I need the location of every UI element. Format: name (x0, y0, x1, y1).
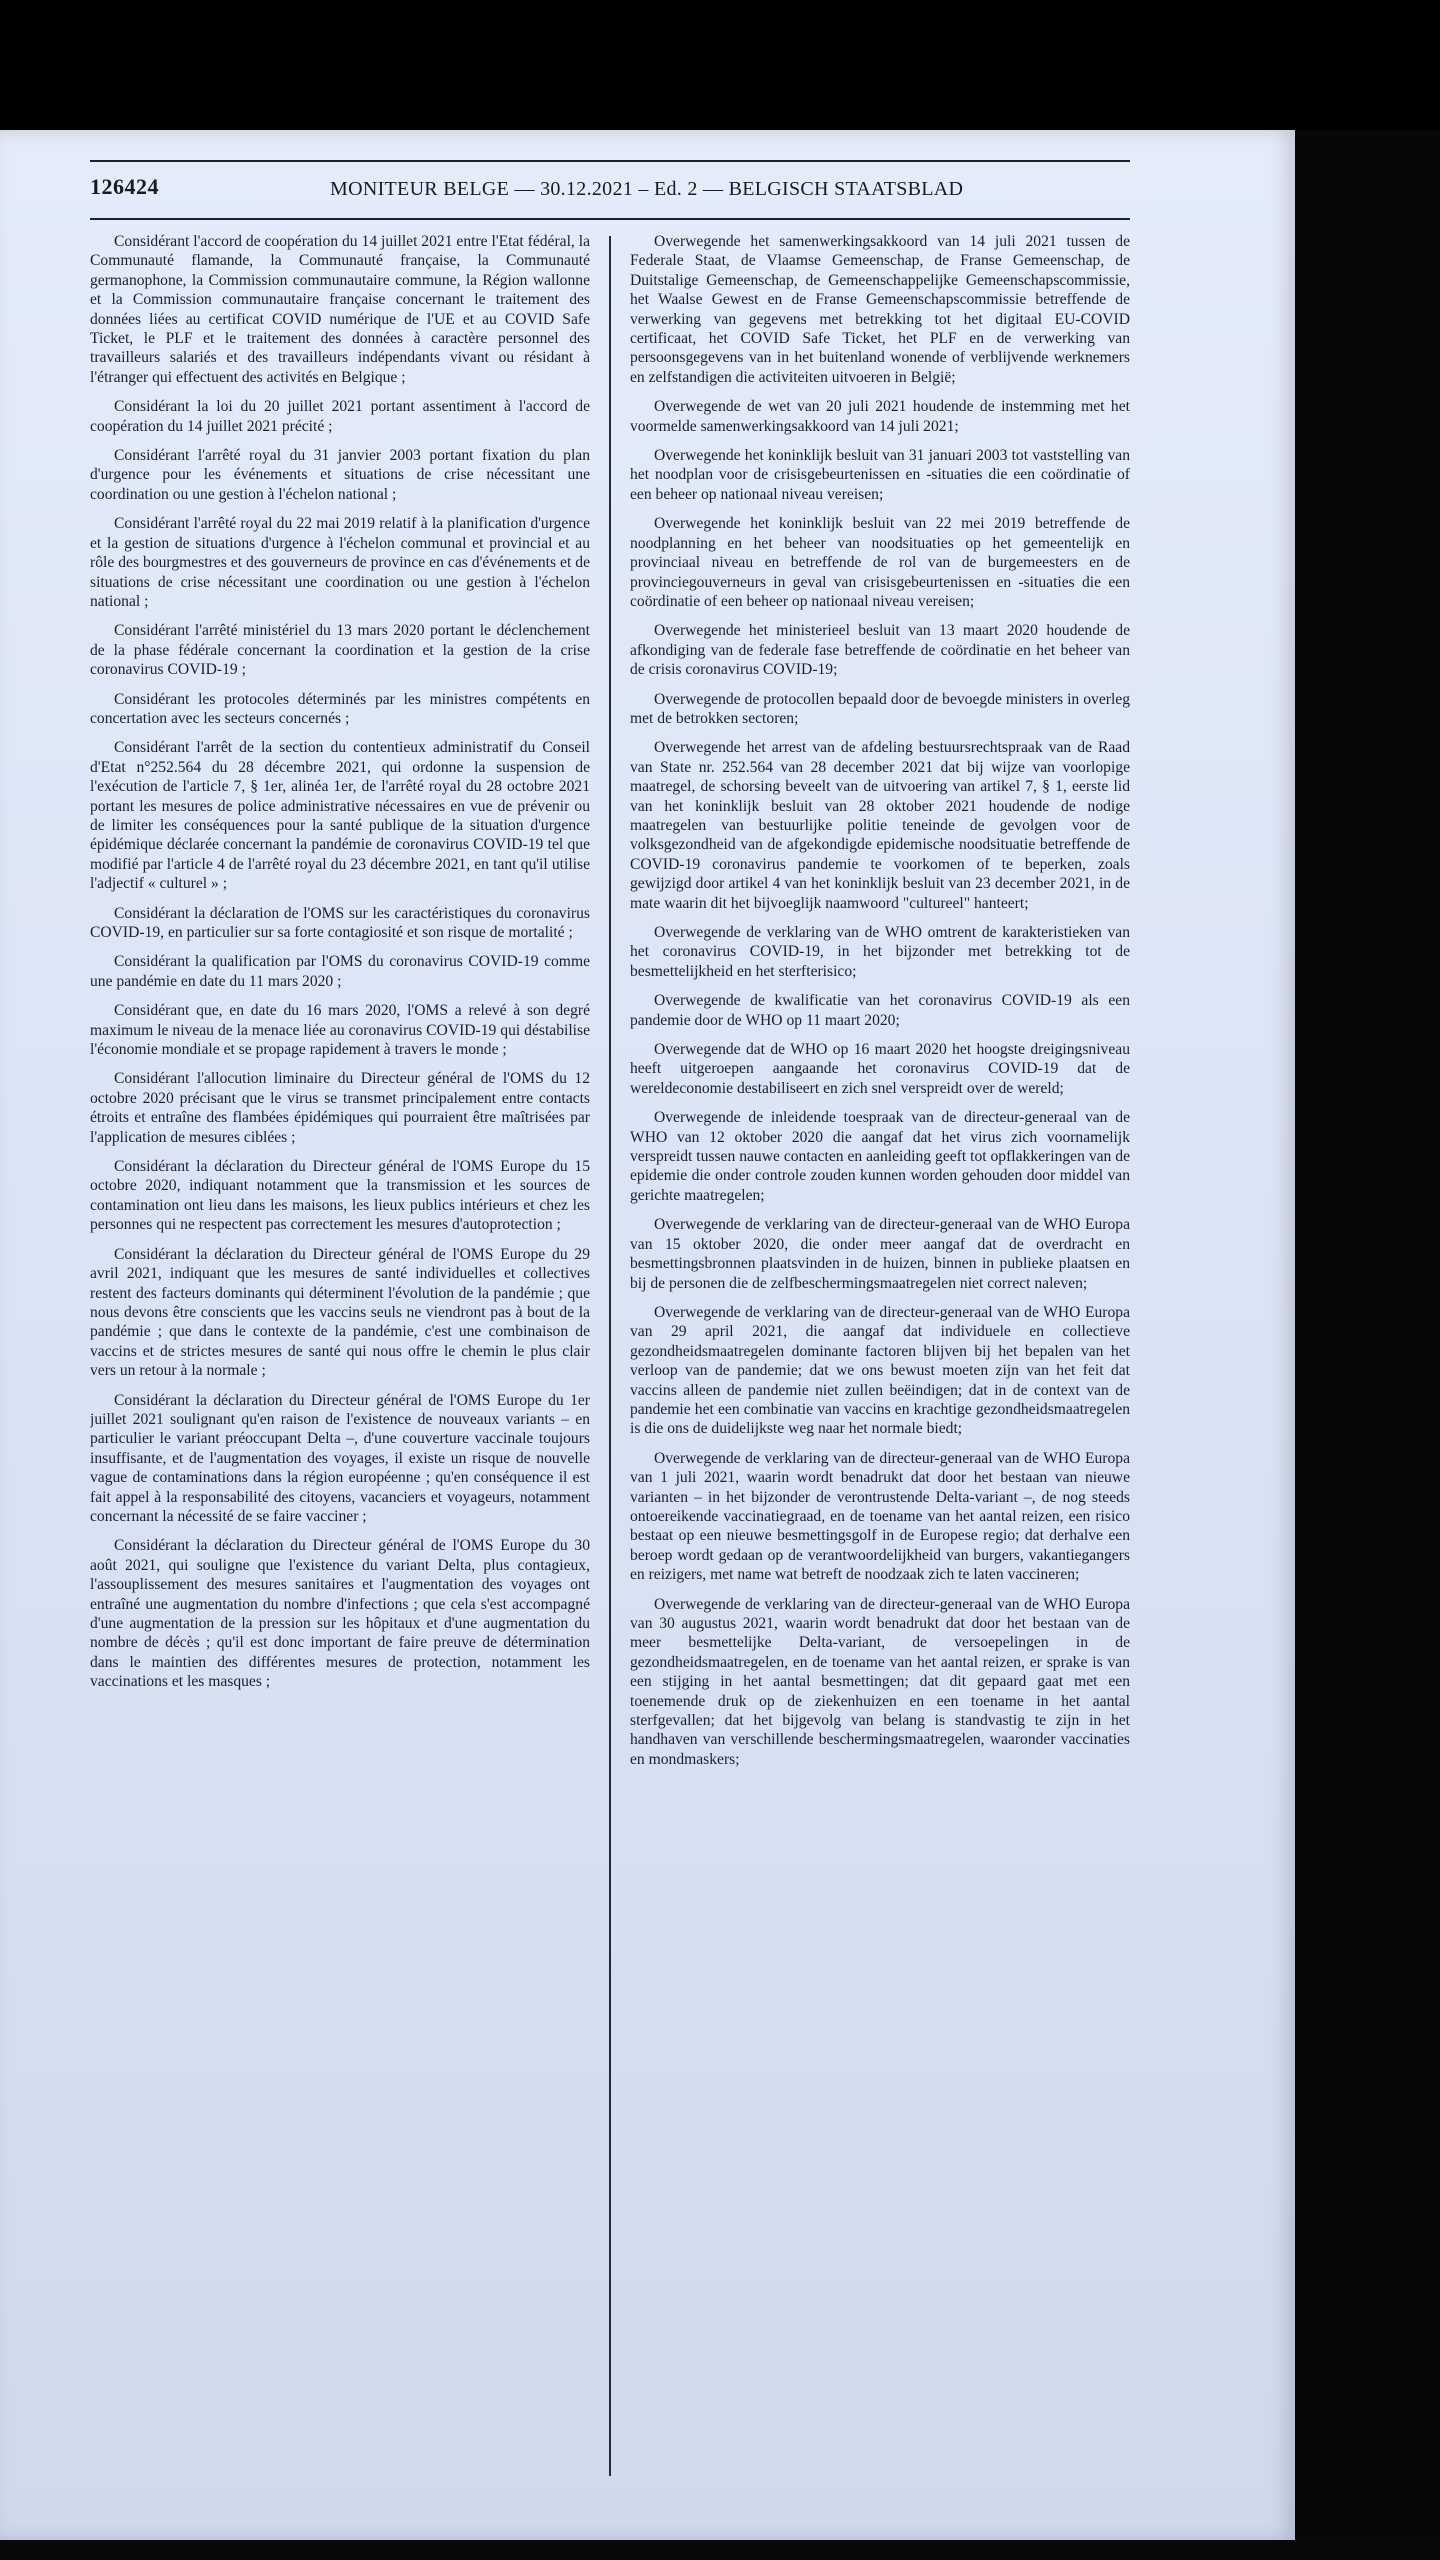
fr-paragraph: Considérant la déclaration du Directeur général de l'OMS Europe du 1er juillet 2021 soulignant qu'en raison de l'existence de nouveaux variants – en particulier le variant préoccupant Delta –, d'une couverture vaccinale toujours insuffisante, et de l'augmentation des voyages, il existe un risque de nouvelle vague de contaminations dans la région européenne ; qu'en conséquence il est fait appel à la responsabilité des citoyens, vacanciers et voyageurs, notamment concernant la nécessité de se faire vacciner ; (90, 1391, 590, 1525)
column-divider (609, 236, 611, 2476)
fr-paragraph: Considérant la déclaration de l'OMS sur les caractéristiques du coronavirus COVID-19, en particulier sur sa forte contagiosité et son risque de mortalité ; (90, 904, 590, 941)
fr-paragraph: Considérant l'arrêté royal du 31 janvier 2003 portant fixation du plan d'urgence pour les événements et situations de crise nécessitant une coordination ou une gestion à l'échelon national ; (90, 447, 590, 503)
nl-paragraph: Overwegende het samenwerkingsakkoord van 14 juli 2021 tussen de Federale Staat, de Vlaamse Gemeenschap, de Franse Gemeenschap, de Duitstalige Gemeenschap, de Gemeenschappelijke Gemeenschapscommissie, het Waalse Gewest en de Franse Gemeenschapscommissie betreffende de verwerking van gegevens met betrekking tot het digitaal EU-COVID certificaat, het COVID Safe Ticket, het PLF en de verwerking van persoonsgegevens van in het buitenland wonende of verblijvende werknemers en zelfstandigen die activiteiten uitvoeren in België; (630, 233, 1130, 386)
fr-paragraph: Considérant l'arrêté ministériel du 13 mars 2020 portant le déclenchement de la phase fédérale concernant la coordination et la gestion de la crise coronavirus COVID-19 ; (90, 622, 590, 679)
nl-paragraph: Overwegende de verklaring van de WHO omtrent de karakteristieken van het coronavirus COVID-19, in het bijzonder met betrekking tot de besmettelijkheid en het sterfterisico; (630, 924, 1130, 980)
dutch-column (630, 232, 1130, 2482)
fr-paragraph: Considérant la déclaration du Directeur général de l'OMS Europe du 15 octobre 2020, indiquant notamment que la transmission et les sources de contamination ont lieu dans les maisons, les lieux publics intérieurs et chez les personnes qui ne respectent pas correctement les mesures d'autoprotection ; (90, 1158, 590, 1234)
text-columns (90, 232, 1130, 2482)
nl-paragraph: Overwegende de inleidende toespraak van de directeur-generaal van de WHO van 12 oktober 2020 die aangaf dat het virus zich voornamelijk verspreidt tussen nauwe contacten en aanleiding geeft tot opflakkeringen van de epidemie die onder controle zouden kunnen worden gehouden door middel van gerichte maatregelen; (630, 1109, 1130, 1204)
page-header-title: MONITEUR BELGE — 30.12.2021 – Ed. 2 — BELGISCH STAATSBLAD (330, 178, 964, 200)
bottom-dark-background (0, 2540, 1440, 2560)
nl-paragraph: Overwegende het koninklijk besluit van 31 januari 2003 tot vaststelling van het noodplan voor de crisisgebeurtenissen en -situaties die een coördinatie of een beheer op nationaal niveau vereisen; (630, 447, 1130, 503)
nl-paragraph: Overwegende de wet van 20 juli 2021 houdende de instemming met het voormelde samenwerkingsakkoord van 14 juli 2021; (630, 398, 1130, 435)
page-header (90, 160, 1130, 220)
right-dark-background (1295, 130, 1440, 2560)
fr-paragraph: Considérant la déclaration du Directeur général de l'OMS Europe du 30 août 2021, qui souligne que l'existence du variant Delta, plus contagieux, l'assouplissement des mesures sanitaires et l'augmentation des voyages ont entraîné une augmentation du nombre d'infections ; que cela s'est accompagné d'une augmentation de la pression sur les hôpitaux et d'une augmentation du nombre de décès ; qu'il est donc important de faire preuve de détermination dans le maintien des différentes mesures de protection, notamment les vaccinations et les masques ; (90, 1537, 590, 1691)
fr-paragraph: Considérant l'allocution liminaire du Directeur général de l'OMS du 12 octobre 2020 précisant que le virus se transmet principalement entre contacts étroits et entraîne des flambées épidémiques qui pourraient être maîtrisées par l'application de mesures ciblées ; (90, 1070, 590, 1146)
nl-paragraph: Overwegende het ministerieel besluit van 13 maart 2020 houdende de afkondiging van de federale fase betreffende de coördinatie en het beheer van de crisis coronavirus COVID-19; (630, 622, 1130, 679)
nl-paragraph: Overwegende de protocollen bepaald door de bevoegde ministers in overleg met de betrokken sectoren; (630, 690, 1130, 727)
nl-paragraph: Overwegende het arrest van de afdeling bestuursrechtspraak van de Raad van State nr. 252.564 van 28 december 2021 dat bij wijze van voorlopige maatregel, de schorsing beveelt van de uitvoering van artikel 7, § 1, eerste lid van het koninklijk besluit van 28 oktober 2021 houdende de nodige maatregelen van bestuurlijke politie teneinde de gevolgen voor de volksgezondheid van de afgekondigde epidemische noodsituatie betreffende de COVID-19 coronavirus pandemie te voorkomen of te beperken, zoals gewijzigd door artikel 4 van het koninklijk besluit van 23 december 2021, in de mate waarin dit het bijvoeglijk naamwoord "cultureel" hanteert; (630, 739, 1130, 912)
nl-paragraph: Overwegende de verklaring van de directeur-generaal van de WHO Europa van 15 oktober 2020, die onder meer aangaf dat de overdracht en besmettingsbronnen plaatsvinden in de huizen, binnen in publieke plaatsen en bij de personen die de zelfbeschermingsmaatregelen niet correct naleven; (630, 1216, 1130, 1292)
nl-paragraph: Overwegende het koninklijk besluit van 22 mei 2019 betreffende de noodplanning en het beheer van noodsituaties op het gemeentelijk en provinciaal niveau en betreffende de rol van de burgemeesters en de provinciegouverneurs in geval van crisisgebeurtenissen en -situaties die een coördinatie of een beheer op nationaal niveau vereisen; (630, 515, 1130, 610)
french-column (90, 232, 590, 2482)
nl-paragraph: Overwegende de kwalificatie van het coronavirus COVID-19 als een pandemie door de WHO op 11 maart 2020; (630, 992, 1130, 1029)
fr-paragraph: Considérant que, en date du 16 mars 2020, l'OMS a relevé à son degré maximum le niveau de la menace liée au coronavirus COVID-19 qui déstabilise l'économie mondiale et se propage rapidement à travers le monde ; (90, 1002, 590, 1059)
fr-paragraph: Considérant la déclaration du Directeur général de l'OMS Europe du 29 avril 2021, indiquant que les mesures de santé individuelles et collectives restent des facteurs dominants qui déterminent l'évolution de la pandémie ; que nous devons être conscients que les vaccins seuls ne viendront pas à bout de la pandémie ; que dans le contexte de la pandémie, c'est une combinaison de vaccins et de strictes mesures de santé qui nous offre le chemin le plus clair vers un retour à la normale ; (90, 1245, 590, 1380)
fr-paragraph: Considérant les protocoles déterminés par les ministres compétents en concertation avec les secteurs concernés ; (90, 690, 590, 727)
fr-paragraph: Considérant l'accord de coopération du 14 juillet 2021 entre l'Etat fédéral, la Communauté flamande, la Communauté française, la Communauté germanophone, la Commission communautaire commune, la Région wallonne et la Commission communautaire française concernant le traitement des données liées au certificat COVID numérique de l'UE et au COVID Safe Ticket, le PLF et le traitement des données à caractère personnel des travailleurs salariés et des travailleurs indépendants vivant ou résidant à l'étranger qui effectuent des activités en Belgique ; (90, 233, 590, 386)
nl-paragraph: Overwegende de verklaring van de directeur-generaal van de WHO Europa van 1 juli 2021, waarin wordt benadrukt dat door het bestaan van nieuwe varianten – in het bijzonder de verontrustende Delta-variant –, de nog steeds ontoereikende vaccinatiegraad, en de toename van het aantal reizen, een risico bestaat op een nieuwe besmettingsgolf in de Europese regio; dat derhalve een beroep wordt gedaan op de verantwoordelijkheid van burgers, vakantiegangers en reizigers, met name wat betreft de noodzaak zich te laten vaccineren; (630, 1449, 1130, 1584)
top-dark-background (0, 0, 1440, 130)
fr-paragraph: Considérant la loi du 20 juillet 2021 portant assentiment à l'accord de coopération du 14 juillet 2021 précité ; (90, 398, 590, 435)
nl-paragraph: Overwegende de verklaring van de directeur-generaal van de WHO Europa van 29 april 2021, die aangaf dat individuele en collectieve gezondheidsmaatregelen dominante factoren blijven bij het bepalen van het verloop van de pandemie; dat we ons bewust moeten zijn van het feit dat vaccins alleen de pandemie niet zullen beëindigen; dat in de context van de pandemie het een combinatie van vaccins en krachtige gezondheidsmaatregelen is die ons de duidelijkste weg naar het normale biedt; (630, 1303, 1130, 1438)
fr-paragraph: Considérant l'arrêté royal du 22 mai 2019 relatif à la planification d'urgence et la gestion de situations d'urgence à l'échelon communal et provincial et au rôle des bourgmestres et des gouverneurs de province en cas d'événements et de situations de crise nécessitant une coordination ou une gestion à l'échelon national ; (90, 515, 590, 610)
nl-paragraph: Overwegende de verklaring van de directeur-generaal van de WHO Europa van 30 augustus 2021, waarin wordt benadrukt dat door het bestaan van de meer besmettelijke Delta-variant, de versoepelingen in de gezondheidsmaatregelen, en de toename van het aantal reizen, er sprake is van een stijging in het aantal besmettingen; dat dit gepaard gaat met een toenemende druk op de ziekenhuizen en een toename in het aantal sterfgevallen; dat het bijgevolg van belang is standvastig te zijn in het handhaven van verschillende beschermingsmaatregelen, waaronder vaccinaties en mondmaskers; (630, 1595, 1130, 1768)
nl-paragraph: Overwegende dat de WHO op 16 maart 2020 het hoogste dreigingsniveau heeft uitgeroepen aangaande het coronavirus COVID-19 dat de wereldeconomie destabiliseert en zich snel verspreidt over de wereld; (630, 1041, 1130, 1097)
page-number: 126424 (90, 174, 159, 199)
fr-paragraph: Considérant l'arrêt de la section du contentieux administratif du Conseil d'Etat n°252.564 du 28 décembre 2021, qui ordonne la suspension de l'exécution de l'article 7, § 1er, alinéa 1er, de l'arrêté royal du 28 octobre 2021 portant les mesures de police administrative nécessaires en vue de prévenir ou de limiter les conséquences pour la santé publique de la situation d'urgence épidémique déclarée concernant la pandémie de coronavirus COVID-19 tel que modifié par l'article 4 de l'arrêté royal du 23 décembre 2021, en tant qu'il utilise l'adjectif « culturel » ; (90, 739, 590, 893)
fr-paragraph: Considérant la qualification par l'OMS du coronavirus COVID-19 comme une pandémie en date du 11 mars 2020 ; (90, 953, 590, 990)
